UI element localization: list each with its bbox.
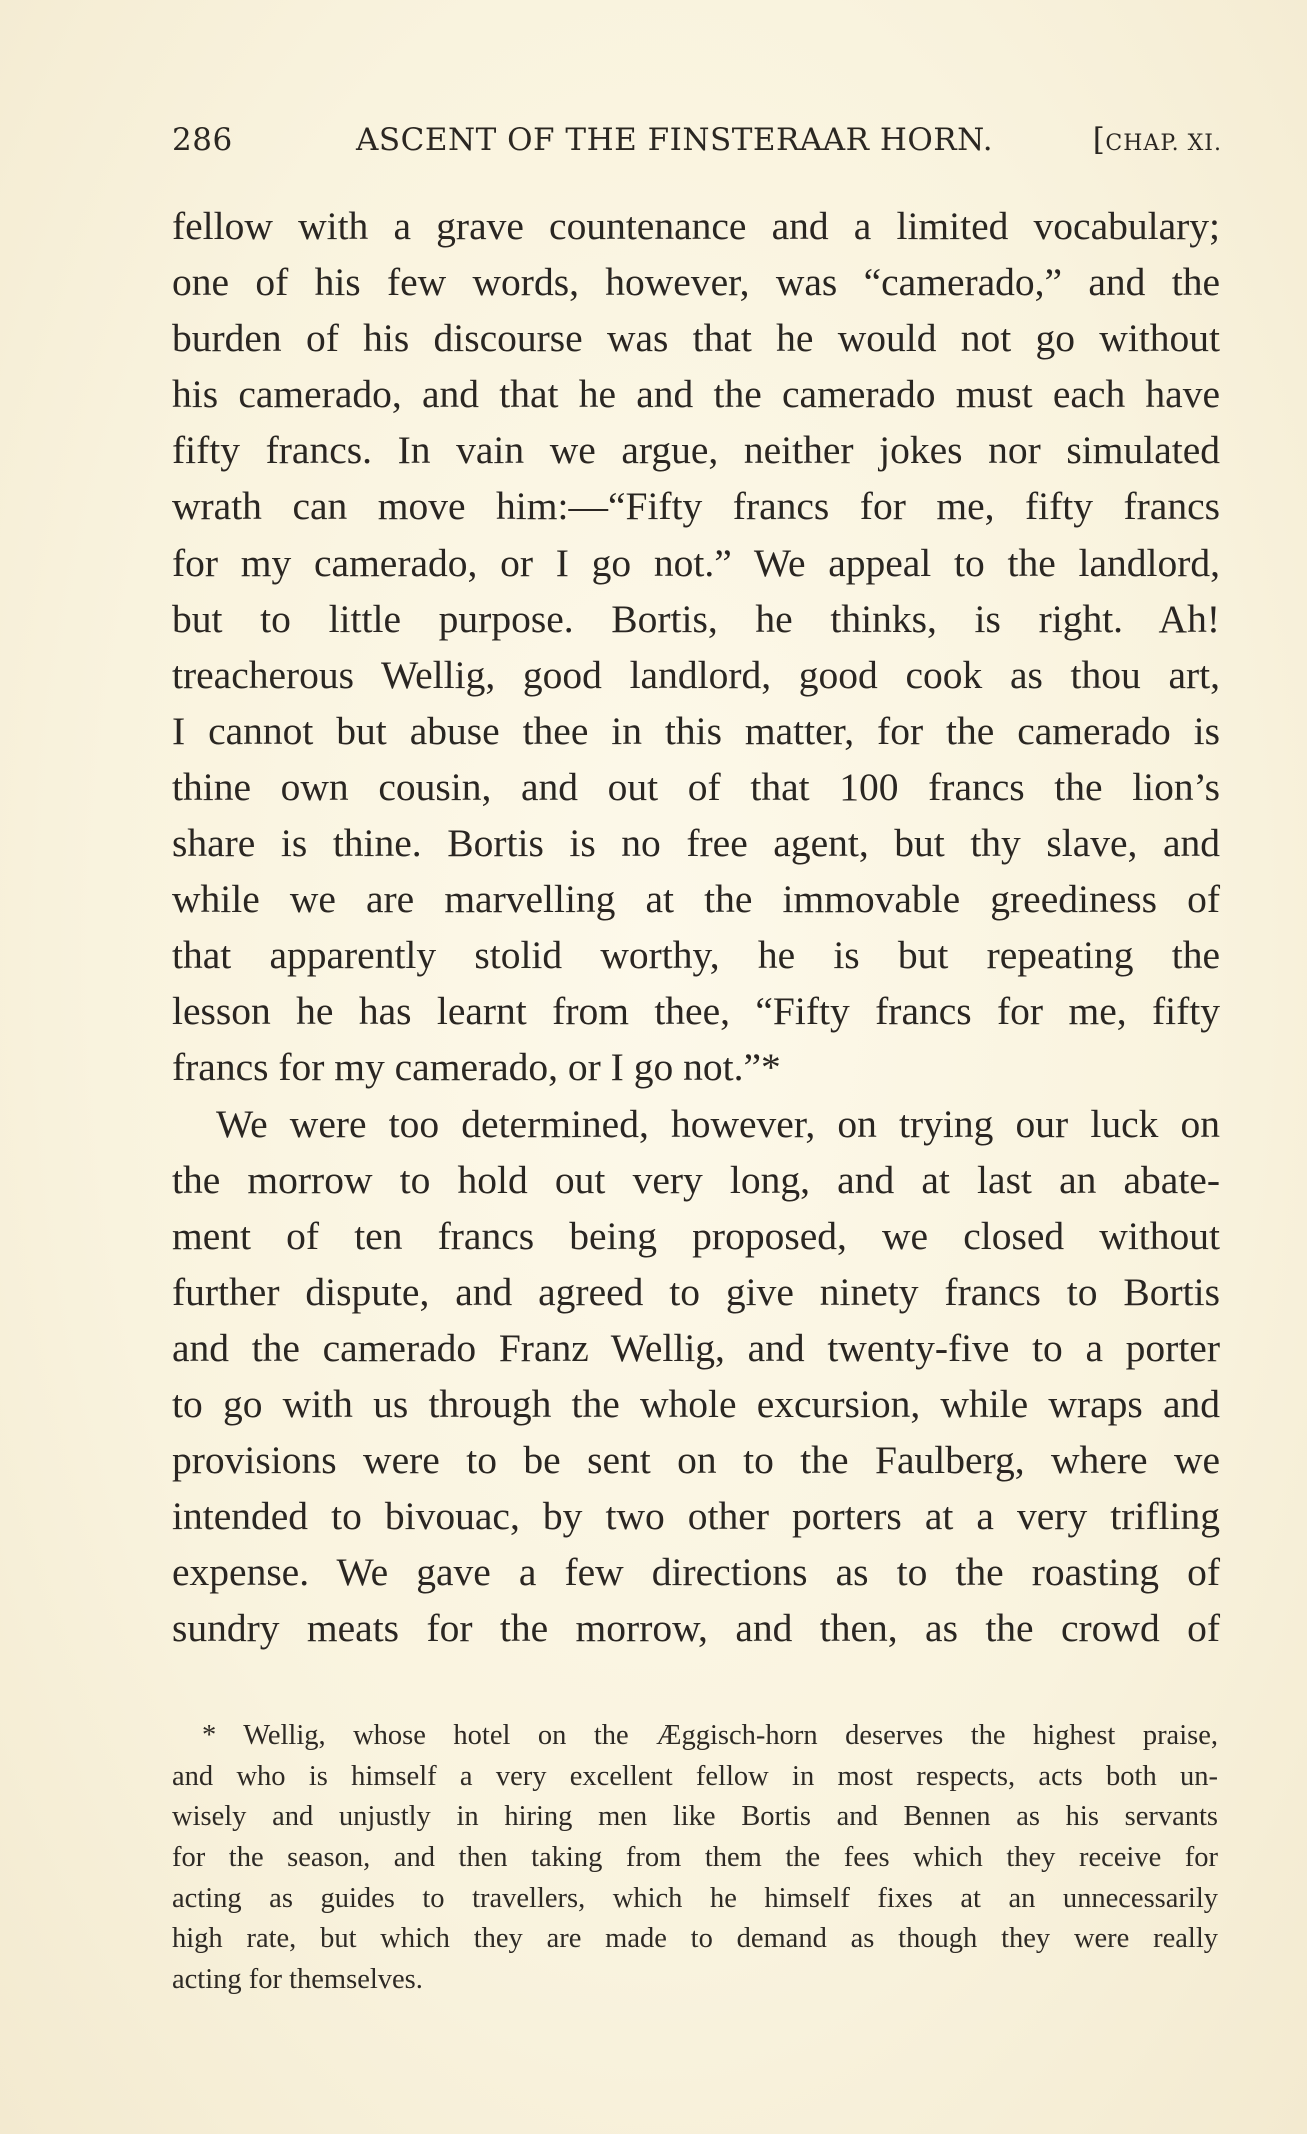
text-line: his camerado, and that he and the camerado must each have <box>172 372 1220 417</box>
footnote-line: acting as guides to travellers, which he himself fixes at an unnecessarily <box>172 1882 1218 1914</box>
page-number: 286 <box>172 122 233 158</box>
text-line: further dispute, and agreed to give ninety francs to Bortis <box>172 1269 1220 1314</box>
text-line: fellow with a grave countenance and a limited vocabulary; <box>172 204 1220 248</box>
text-line: to go with us through the whole excursion, while wraps and <box>172 1381 1220 1426</box>
text-line: burden of his discourse was that he would not go without <box>172 316 1220 361</box>
footnote-line: * Wellig, whose hotel on the Æggisch-horn deserves the highest praise, <box>202 1720 1218 1751</box>
text-line: lesson he has learnt from thee, “Fifty francs for me, fifty <box>172 989 1220 1034</box>
text-line: for my camerado, or I go not.” We appeal to the landlord, <box>172 540 1220 585</box>
running-title: ASCENT OF THE FINSTERAAR HORN. <box>356 122 994 158</box>
text-line: ment of ten francs being proposed, we closed without <box>172 1213 1220 1258</box>
footnote <box>172 1716 1218 2001</box>
chapter-bracket: [ <box>1092 122 1106 158</box>
footnote-line: high rate, but which they are made to demand as though they were really <box>172 1923 1218 1955</box>
text-line: thine own cousin, and out of that 100 francs the lion’s <box>172 764 1220 809</box>
text-line: francs for my camerado, or I go not.”* <box>172 1045 781 1090</box>
chapter-label <box>1093 122 1222 158</box>
text-line: We were too determined, however, on trying our luck on <box>216 1101 1220 1146</box>
text-line: one of his few words, however, was “camerado,” and the <box>172 260 1220 305</box>
text-line: wrath can move him:—“Fifty francs for me, fifty francs <box>172 484 1220 529</box>
text-line: provisions were to be sent on to the Faulberg, where we <box>172 1438 1220 1483</box>
footnote-line: wisely and unjustly in hiring men like Bortis and Bennen as his servants <box>172 1801 1218 1833</box>
body-text <box>172 198 1220 1656</box>
text-line: sundry meats for the morrow, and then, as the crowd of <box>172 1606 1220 1651</box>
text-line: while we are marvelling at the immovable greediness of <box>172 877 1220 922</box>
text-line: the morrow to hold out very long, and at last an abate- <box>172 1157 1220 1202</box>
text-line: share is thine. Bortis is no free agent, but thy slave, and <box>172 821 1220 866</box>
footnote-line: for the season, and then taking from them the fees which they receive for <box>172 1842 1218 1874</box>
text-line: that apparently stolid worthy, he is but repeating the <box>172 933 1220 978</box>
text-line: but to little purpose. Bortis, he thinks, is right. Ah! <box>172 596 1220 641</box>
running-header <box>172 122 1222 162</box>
text-line: treacherous Wellig, good landlord, good cook as thou art, <box>172 652 1220 697</box>
chapter-label-text: CHAP. XI. <box>1105 131 1222 156</box>
text-line: intended to bivouac, by two other porters at a very trifling <box>172 1494 1220 1539</box>
text-line: and the camerado Franz Wellig, and twenty-five to a porter <box>172 1325 1220 1370</box>
text-line: expense. We gave a few directions as to the roasting of <box>172 1550 1220 1595</box>
text-line: I cannot but abuse thee in this matter, for the camerado is <box>172 708 1220 753</box>
footnote-line: acting for themselves. <box>172 1964 423 1996</box>
text-line: fifty francs. In vain we argue, neither jokes nor simulated <box>172 428 1220 473</box>
footnote-line: and who is himself a very excellent fellow in most respects, acts both un- <box>172 1760 1218 1792</box>
